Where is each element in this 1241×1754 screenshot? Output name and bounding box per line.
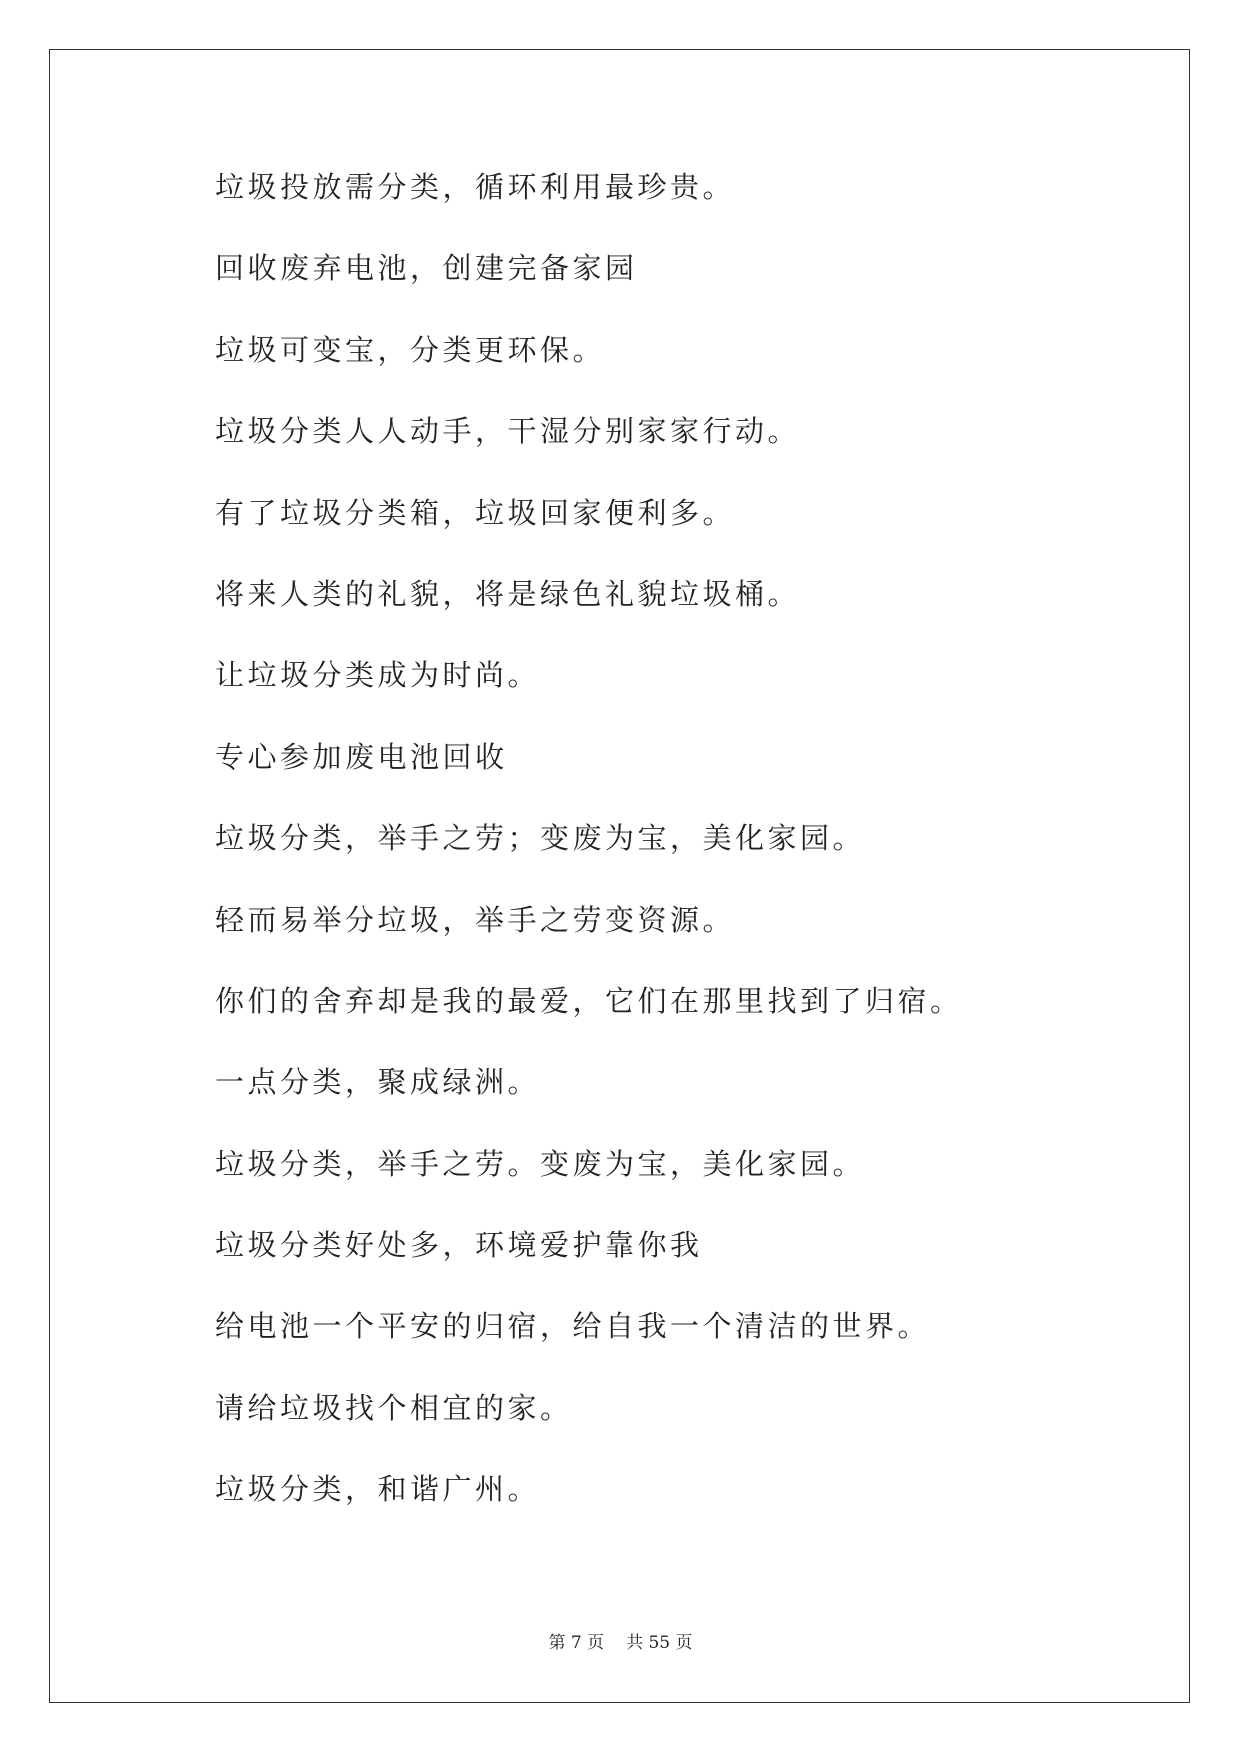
page-footer <box>0 1628 1241 1653</box>
text-line: 垃圾可变宝，分类更环保。 <box>215 332 606 367</box>
text-line: 你们的舍弃却是我的最爱，它们在那里找到了归宿。 <box>215 983 963 1018</box>
text-line: 给电池一个平安的归宿，给自我一个清洁的世界。 <box>215 1309 931 1344</box>
text-line: 垃圾分类，和谐广州。 <box>215 1472 541 1507</box>
text-line: 垃圾投放需分类，循环利用最珍贵。 <box>215 170 736 204</box>
text-line: 轻而易举分垃圾，举手之劳变资源。 <box>215 902 736 937</box>
text-line: 让垃圾分类成为时尚。 <box>215 658 541 693</box>
text-line: 垃圾分类人人动手，干湿分别家家行动。 <box>215 414 801 449</box>
page-number: 第 7 页 <box>548 1633 605 1653</box>
page-total: 共 55 页 <box>626 1633 693 1653</box>
document-body <box>215 168 1115 1552</box>
text-line: 将来人类的礼貌，将是绿色礼貌垃圾桶。 <box>215 576 801 611</box>
text-line: 请给垃圾找个相宜的家。 <box>215 1390 573 1425</box>
text-line: 回收废弃电池，创建完备家园 <box>215 251 638 286</box>
text-line: 垃圾分类，举手之劳；变废为宝，美化家园。 <box>215 821 866 856</box>
text-line: 垃圾分类，举手之劳。变废为宝，美化家园。 <box>215 1146 866 1181</box>
text-line: 垃圾分类好处多，环境爱护靠你我 <box>215 1228 703 1263</box>
text-line: 专心参加废电池回收 <box>215 739 508 774</box>
text-line: 一点分类，聚成绿洲。 <box>215 1065 541 1100</box>
text-line: 有了垃圾分类箱，垃圾回家便利多。 <box>215 495 736 530</box>
